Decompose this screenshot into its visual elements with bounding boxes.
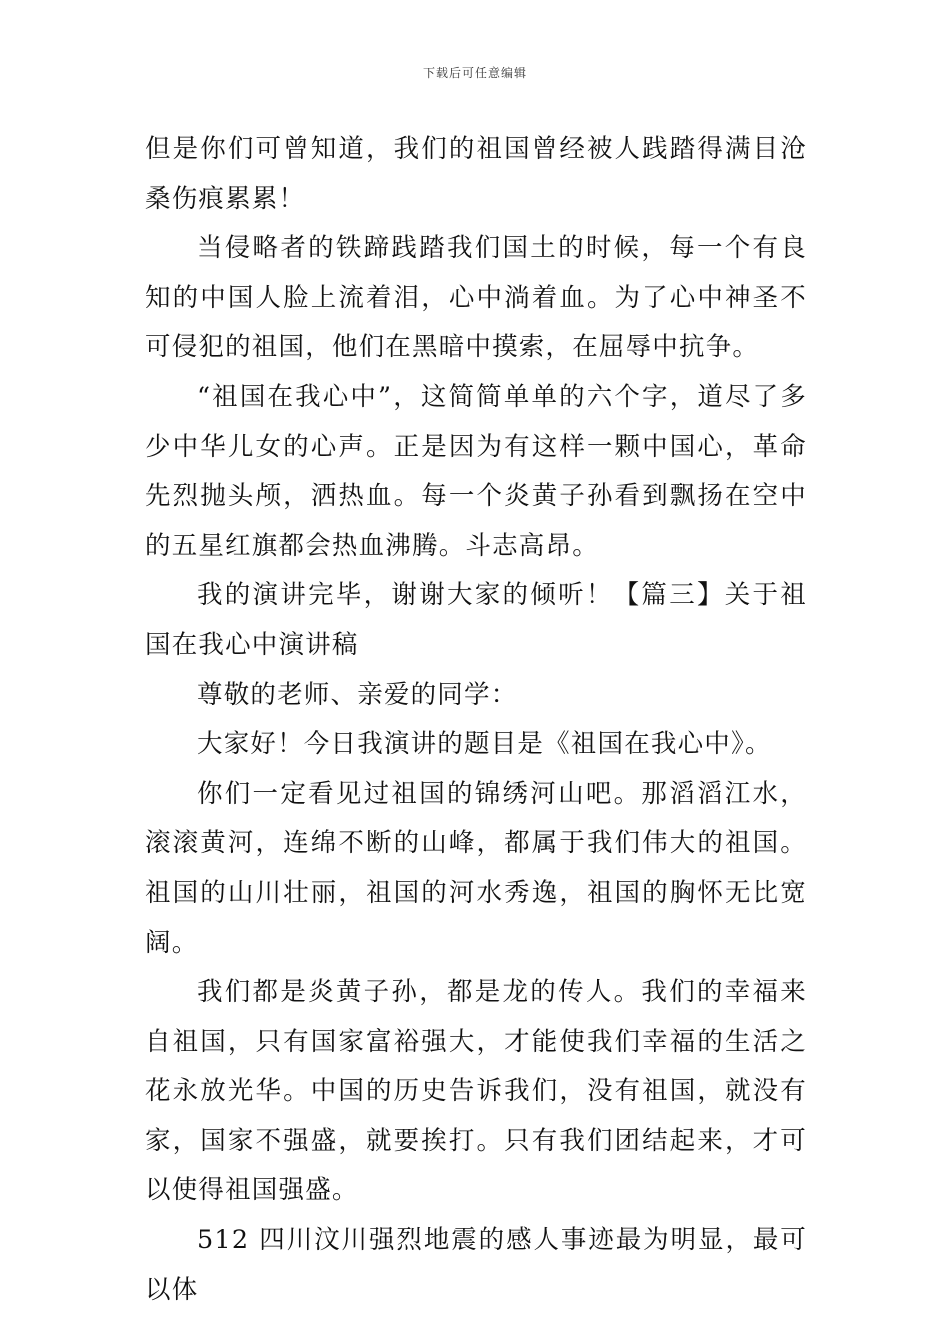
paragraph: 我的演讲完毕，谢谢大家的倾听！【篇三】关于祖国在我心中演讲稿 [145, 580, 807, 660]
paragraph: 尊敬的老师、亲爱的同学： [197, 679, 518, 710]
body-text [145, 125, 807, 1315]
paragraph: 但是你们可曾知道，我们的祖国曾经被人践踏得满目沧桑伤痕累累！ [145, 134, 807, 214]
paragraph: 你们一定看见过祖国的锦绣河山吧。那滔滔江水，滚滚黄河，连绵不断的山峰，都属于我们伟大的祖国。祖国的山川壮丽，祖国的河水秀逸，祖国的胸怀无比宽阔。 [145, 778, 807, 958]
paragraph: “祖国在我心中”，这简简单单的六个字，道尽了多少中华儿女的心声。正是因为有这样一颗中国心，革命先烈抛头颅，洒热血。每一个炎黄子孙看到飘扬在空中的五星红旗都会热血沸腾。斗志高昂。 [145, 381, 807, 561]
paragraph: 我们都是炎黄子孙，都是龙的传人。我们的幸福来自祖国，只有国家富裕强大，才能使我们幸福的生活之花永放光华。中国的历史告诉我们，没有祖国，就没有家，国家不强盛，就要挨打。只有我们团结起来，才可以使得祖国强盛。 [145, 977, 807, 1206]
paragraph: 当侵略者的铁蹄践踏我们国土的时候，每一个有良知的中国人脸上流着泪，心中淌着血。为了心中神圣不可侵犯的祖国，他们在黑暗中摸索，在屈辱中抗争。 [145, 233, 807, 363]
page-header: 下载后可任意编辑 [422, 66, 527, 80]
paragraph: 大家好！今日我演讲的题目是《祖国在我心中》。 [197, 729, 772, 760]
paragraph: 512 四川汶川强烈地震的感人事迹最为明显，最可以体 [145, 1225, 807, 1305]
